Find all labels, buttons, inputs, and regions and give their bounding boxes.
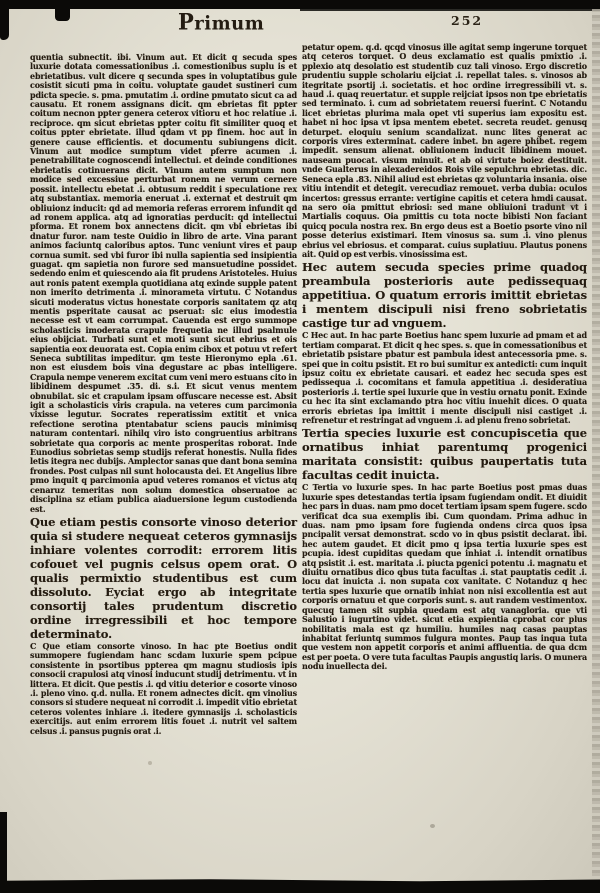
running-title: Primum [178, 8, 265, 35]
main-text-block: Que etiam pestis consorte vinoso deterior quia si studere nequeat ceteros gymnasijs inhiare volentes corrodit: errorem litis cofouet vel pugnis celsus opem orat. O qualis permixtio studentibus est cum dissoluto. Eyciat ergo ab integritate consortij tales prudentum discretio ordine irregressibili et hoc tempore determinato. [30, 514, 297, 641]
commentary-block: C Hec aut. In hac parte Boetius hanc spem luxurie ad pmam et ad tertiam comparat. Et dicit q hec spes. s. que in comessationibus et ebrietatib psistare pbatur est pambula idest antecessoria pme. s. spei que in coitu psistit. Et ro bui sumitur ex antedicti: cum inquit ipsuz coitu ex ebrietate causari. et eadez hec secuda spes est pedissequa .i. cocomitans et famula appetitiua .i. desideratiua posterioris .i. tertie spei luxurie que in vestiu ornatu ponit. Exinde cu hec ita sint exclamando ptra hoc vitiu inuehit dices. O quata erroris ebrietas ipa imittit i mente discipuli nisi castiget .i. refrenetur et restringat ad vnguem .i. ad plenu freno sobrietat. [302, 330, 587, 425]
folio-number: 252 [451, 13, 484, 28]
left-text-column [30, 53, 297, 736]
scan-edge-notch [55, 7, 70, 21]
right-text-column [302, 43, 587, 672]
commentary-block: quentia subnectit. ibi. Vinum aut. Et dicit q secuda spes luxurie dotata comessationibus .i. comestionibus suplu is et ebrietatibus. vult dicere q secunda spes in voluptatibus gule cosistit sicuti pma in coitu. voluptate gaudet sustineri cum pdicta specie. s. pma. pmutatim .i. ordine pmutato sicut ca ad causatu. Et ronem assignans dicit. qm ebrietas fit ppter coitum necnon ppter genera ceterox vitioru et hoc relatiue .i. reciproce. qm sicut ebrietas ppter coitu fit similiter quoq et coitus ppter ebrietate. illud qdam vt pp finem. hoc aut in genere cause efficientis. et documentu subiungens dicit. Vinum aut modice sumptum videt pferre acumen .i. penetrabilitate cognoscendi intellectui. et deinde conditiones ebrietatis cotinuerans dicit. Vinum autem sumptum non modice sed excessiue perturbat ronem ne verum cernere possit. intellectu ebetat .i. obtusum reddit i speculatione rex atq substantiax. memoria eneruat .i. externat et destruit qm obliuionz inducit: qd ad memoria referas errorem infundit qd ad ronem applica. atq ad ignoratias perducit: qd intellectui pforma. Et ronem box annectens dicit. qm vbi ebrietas ibi dnatur furor. nam teste Ouidio in libro de arte. Vina parant animos faciuntq caloribus aptos. Tunc veniunt vires et paup cornua sumit. sed vbi furor ibi nulla sapientia sed insipientia guagat. qm sapietia non furore sed mansuetudine possidet. sedendo enim et quiescendo aia fit prudens Aristoteles. Huius aut ronis patent exempla quotidiana atq exinde supple patent non imerito detrimenta .i. minorameta virtutu. C Notandus sicuti moderatus victus honestate corporis sanitatem qz atq mentis psperitate causat ac pseruat: sic eius imodestia necesse est vt eam corrumpat. Cauenda est ergo summope scholasticis imoderata crapule frequetia ne illud psalmule eius obijciat. Turbati sunt et moti sunt sicut ebrius et ois sapientia eox deuorata est. Copia enim cibox et potuu vt refert Seneca subtilitas impeditur. qm teste Hieronymo epla .61. non est eiusdem bois vina degustare ac pbas intelligere. Crapula nempe venerem excitat cum veni mero estuans cito in libidinem despumet .35. di. s.i. Et sicut venus mentem obnubilat. sic et crapulam ipsam offuscare necesse est. Absit igit a scholasticis viris crapula. na veteres cum parcimonia vixisse legutur. Socrates reperatissim extitit et vnica refectione serotina ptentabatur sciens paucis minimisq naturam contentari. nihilq viro isto congruentius arbitrans sobrietate qua corporis ac mente prosperitas roborat. Inde Eunodius sobrietas semp studijs referat honestis. Nulla fides letis itegra nec dubijs. Amplector sanas que dant bona semina frondes. Post culpas nil sunt holocausta dei. Et Angelius libre pmo inquit q parcimonia apud veteres romanos et victus atq cenaruz temeritas non solum domestica obseruatoe ac disciplina sz etiam publica aiaduersione legum custodienda est. [30, 52, 297, 514]
commentary-block: petatur opem. q.d. qcqd vinosus ille agitat semp ingerune torquet atq ceteros torquet. O deus exclamatio est qualis pmixtio .i. pplexio atq desolatio est studentib cuz tali vinoso. Ergo discretio prudentiu supple scholariu eijciat .i. repellat tales. s. vinosos ab itegritate psortij .i. societatis. et hoc ordine irregressibili vt. s. haud .i. quaq reuertatur. et supple reijciat ipsos non tpe ebrietatis sed terminato. i. cum ad sobrietatem reuersi fuerint. C Notandu licet ebrietas plurima mala opet vti superius iam expositu est. habet ni hoc ipsa vt ipsa mentem ebetet. secreta reudet. genusq deturpet. eloquiu senium scandalizat. nunc lites generat ac corporis vires exterminat. cadere inbet. bn agere phibet. regem impedit. sensum alienat. obliuionem inducit libidinem mouet. nauseam puocat. visum minuit. et ab oi virtute boiez destituit. vnde Gualterus in alexadereidos Rois vile sepulchru ebrietas. dic. Seneca epla .83. Nihil aliud est ebrietas qz voluntaria insania. oise vitiu intendit et detegit. verecudiaz remouet. verba dubia: oculos incertos: gressus errante: vertigine capitis et cetera hmdi causat. na sero oia pmittut ebriosi: sed mane obliuioni tradunt vt i Martialis coquus. Oia pmittis cu tota nocte bibisti Non faciant quicq pocula nostra rex. Bn ergo deus est a Boetio psorte vino nil posse deterius existimari. Item vinosus sa. sum .i. vino plenus ebrius vel ebriosus. et comparat. cuius suplatiuu. Plautus ponens ait. Quid op est verbis. vinosissima est. [302, 42, 587, 259]
scan-edge-top-left-blob [0, 0, 9, 40]
scan-edge-bottom [0, 878, 600, 893]
paper-speck [148, 761, 152, 765]
scan-edge-top-slant [300, 8, 600, 11]
main-text-block: Tertia species luxurie est concupiscetia que ornatibus inhiat parentumq progenici maritata consistit: quibus paupertatis tuta facultas cedit inuicta. [302, 426, 587, 483]
paper-speck [430, 824, 435, 828]
commentary-block: C Que etiam consorte vinoso. In hac pte Boetius ondit summopere fugiendam hanc scdam luxurie spem pcipue consistente in psortibus ppterea qm magnu studiosis ipis consocii crapulosi atq vinosi inducunt studij detrimentu. vt in littera. Et dicit. Que pestis .i. qd vitiu deterior e cosorte vinoso .i. pleno vino. q.d. nulla. Et ronem adnectes dicit. qm vinolius consors si studere nequeat ni corrodit .i. impedit vitio ebrietat ceteros volentes inhiare .i. itedere gymnasijs .i. scholasticis exercitijs. aut enim errorem litis fouet .i. nutrit vel saltem celsus .i. pansus pugnis orat .i. [30, 640, 297, 736]
commentary-block: C Tertia vo luxurie spes. In hac parte Boetius post pmas duas luxurie spes detestandas tertia ipsam fugiendam ondit. Et diuidit hec pars in duas. nam pmo docet tertiam ipsam spem fugere. scdo verificat dca sua exemplis ibi. Cum quondam. Prima adhuc in duas. nam pmo ipsam fore fugienda ondens circa quos ipsa pncipalit versat demonstrat. scdo vo in qbus psistit declarat. ibi. hec autem gaudet. Et dicit pmo q ipsa tertia luxurie spes est pcupia. idest cupiditas quedam que inhiat .i. intendit ornatibus atq psistit .i. est. maritata .i. piucta pgenici potentu .i. magnatu et diuitu ornatibus dico qbus tuta facultas .i. stat pauptatis cedit .i. locu dat inuicta .i. non supata cox vanitate. C Notanduz q hec tertia spes luxurie que ornatib inhiat non nisi excollentia est aut corporis ornatuu et que corporis sunt. s. aut randem vestimentox. quecuq tamen sit supbia quedam est atq vanagloria. que vti Salustio i iugurtino videt. sicut etia expientia cprobat cor plus nobilitatis mala est qz humiliu. humiles naq casas pauptas inhabitat feriuntq summos fulgura montes. Paup tas inqua tuta que vestem non appetit corporis et animi affluentia. de qua dcm est per poeta. O vere tuta facultas Paupis angustiq laris. O munera nodu inuellecta dei. [302, 482, 587, 672]
scan-edge-left-strip [0, 812, 7, 882]
main-text-block: Hec autem secuda species prime quadoq preambula posterioris aute pedissequaq appetitiua. O quatum erroris imittit ebrietas i mentem discipuli nisi freno sobrietatis castige tur ad vnguem. [302, 260, 587, 331]
page-deckle-edge [592, 9, 600, 878]
